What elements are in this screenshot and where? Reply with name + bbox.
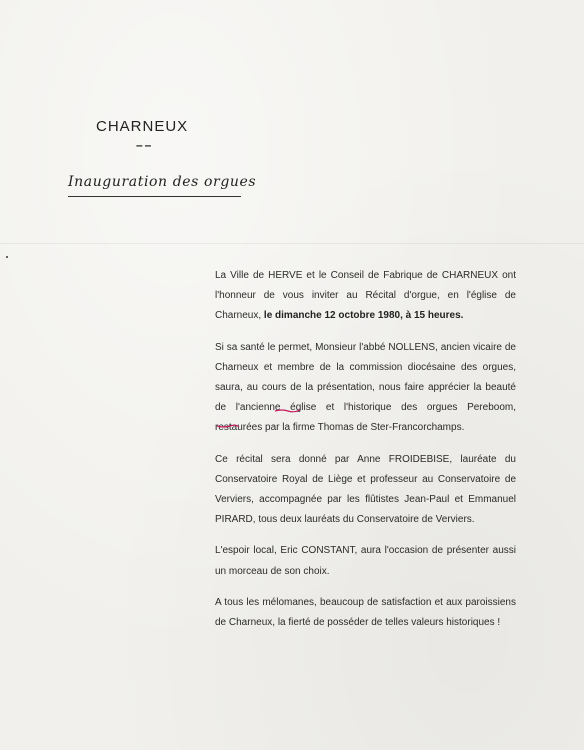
title-dashes: –– xyxy=(136,138,154,152)
invitation-text: La Ville de HERVE et le Conseil de Fabrique de CHARNEUX ont l'honneur de vous inviter au Récital d'orgue, en l'église de Charneux, xyxy=(215,270,516,322)
page-title: CHARNEUX xyxy=(96,118,189,135)
ink-speck xyxy=(6,256,8,258)
paragraph-presentation: Si sa santé le permet, Monsieur l'abbé NOLLENS, ancien vicaire de Charneux et membre de la commission diocésaine des orgues, saura, au cours de la présentation, nous faire apprécier la beauté de l'ancienne église et l'historique des orgues Pereboom, restaurées par la firme Thomas de Ster-Francorchamps. xyxy=(215,341,516,434)
paragraph-closing: A tous les mélomanes, beaucoup de satisfaction et aux paroissiens de Charneux, la fierté de posséder de telles valeurs historiques ! xyxy=(215,596,516,629)
paragraph-local-talent: L'espoir local, Eric CONSTANT, aura l'occasion de présenter aussi un morceau de son choix. xyxy=(215,545,516,577)
fold-line xyxy=(0,243,584,244)
paragraph-invitation xyxy=(215,266,516,327)
pen-underline-pere xyxy=(274,408,301,413)
paragraph-recital: Ce récital sera donné par Anne FROIDEBISE, lauréate du Conservatoire Royal de Liège et professeur au Conservatoire de Verviers, accompagnée par les flûtistes Jean-Paul et Emmanuel PIRARD, tous deux lauréats du Conservatoire de Verviers. xyxy=(215,453,516,526)
subtitle-underline xyxy=(68,196,241,197)
invitation-date: le dimanche 12 octobre 1980, à 15 heures. xyxy=(263,310,464,322)
pen-underline-boom xyxy=(216,424,240,429)
subtitle: Inauguration des orgues xyxy=(68,174,257,190)
letter-body xyxy=(215,266,516,644)
